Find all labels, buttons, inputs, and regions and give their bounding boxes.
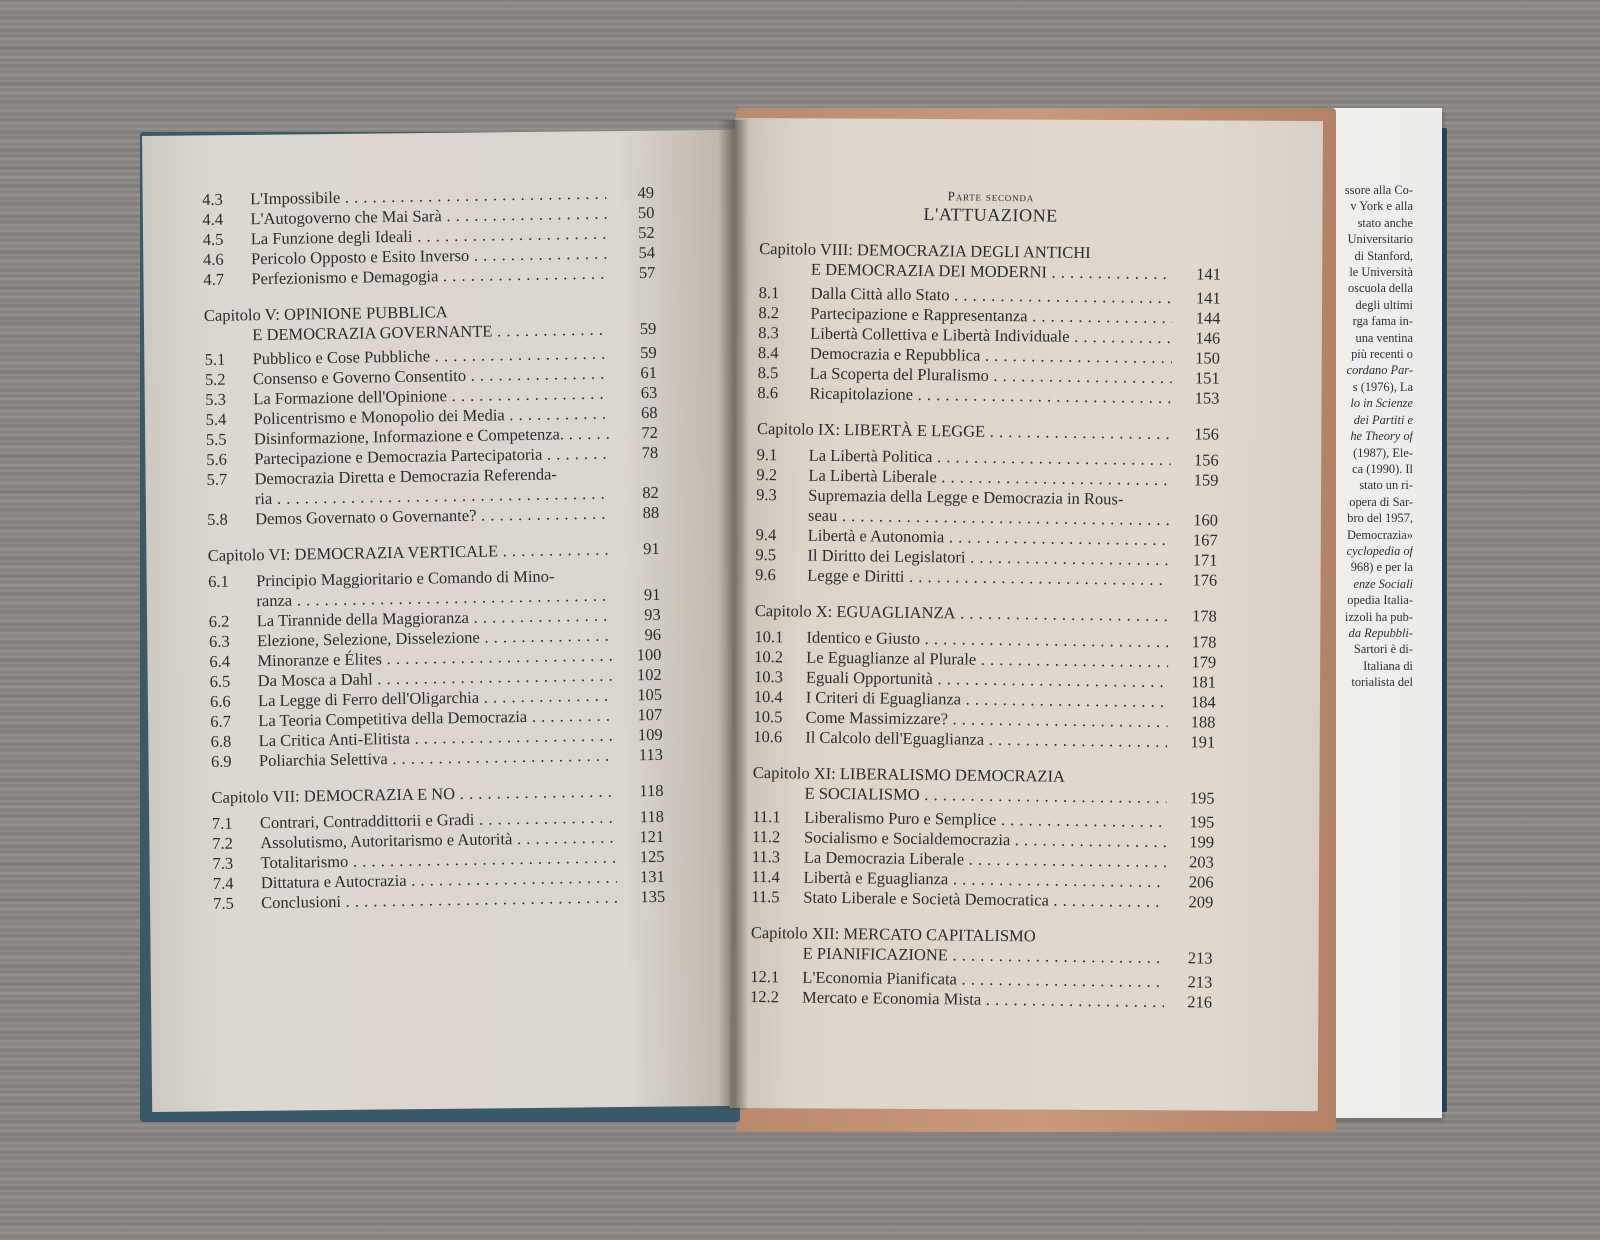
entry-number: 4.7	[203, 269, 225, 289]
entry-page: 78	[641, 442, 659, 463]
entry-title: La Tirannide della Maggioranza . . .	[257, 606, 613, 632]
entry-page: 216	[1187, 992, 1213, 1012]
flap-line: torialista del	[1351, 675, 1413, 690]
entry-number: 9.5	[755, 544, 777, 565]
entry-title: La Libertà Liberale . . .	[808, 466, 1170, 490]
entry-number: 6.8	[210, 731, 232, 751]
entry-number: 10.4	[753, 686, 783, 707]
entry-page: 203	[1188, 852, 1214, 872]
flap-line: enze Sociali	[1353, 576, 1413, 591]
chapter-subtitle: E SOCIALISMO . . .	[804, 784, 1166, 808]
entry-page: 82	[642, 482, 659, 503]
entry-number: 9.6	[755, 564, 776, 585]
entry-title: Consenso e Governo Consentito . . .	[253, 364, 609, 390]
entry-title: Libertà e Eguaglianza . . .	[803, 868, 1165, 892]
entry-title: Eguali Opportunità . . .	[806, 668, 1168, 692]
entry-number: 10.5	[753, 706, 783, 727]
entry-title: Ricapitolazione . . .	[809, 384, 1171, 408]
chapter-subtitle: E PIANIFICAZIONE . . .	[803, 944, 1165, 968]
toc-right	[750, 186, 1222, 1013]
entry-number: 6.1	[208, 571, 229, 591]
entry-title: Come Massimizzare? . . .	[805, 708, 1167, 732]
entry-page: 153	[1194, 388, 1220, 408]
chapter-subtitle: E DEMOCRAZIA GOVERNANTE . . .	[252, 320, 608, 346]
entry-number: 8.6	[757, 382, 779, 403]
entry-number: 11.1	[752, 806, 781, 827]
entry-title: Liberalismo Puro e Semplice . . .	[804, 808, 1166, 832]
entry-number: 6.9	[210, 751, 232, 771]
part-title: L'ATTUAZIONE	[923, 203, 1058, 226]
entry-number: 11.5	[751, 886, 780, 907]
entry-number: 11.3	[751, 846, 781, 867]
flap-line: opedia Italia-	[1347, 593, 1413, 608]
book-gutter	[718, 120, 748, 1110]
flap-line: ca (1990). Il	[1352, 461, 1413, 476]
entry-page: 50	[637, 202, 655, 223]
entry-page: 206	[1188, 872, 1214, 892]
chapter-page: 59	[639, 318, 657, 339]
flap-line: Democrazia»	[1346, 527, 1413, 542]
entry-title: I Criteri di Eguaglianza . . .	[806, 688, 1168, 712]
entry-number: 6.3	[208, 631, 230, 651]
flap-line: stato anche	[1357, 215, 1413, 230]
toc-entry	[755, 565, 1217, 591]
entry-title: L'Economia Pianificata . . .	[802, 968, 1164, 992]
entry-number: 7.2	[212, 833, 234, 853]
chapter-page: 91	[643, 538, 660, 559]
entry-title: Partecipazione e Rappresentanza . . .	[810, 304, 1172, 328]
entry-title: La Scoperta del Pluralismo . . .	[810, 364, 1172, 388]
entry-number: 8.1	[758, 282, 780, 303]
flap-line: s (1976), La	[1352, 379, 1413, 394]
chapter-title: Capitolo X: EGUAGLIANZA . . .	[755, 601, 1169, 626]
entry-page: 159	[1193, 470, 1219, 490]
entry-number: 8.5	[757, 362, 779, 383]
entry-title-continued: ranza . . .	[256, 586, 612, 612]
flap-line: ssore alla Co-	[1344, 183, 1413, 197]
entry-page: 195	[1189, 812, 1215, 832]
entry-number: 10.3	[753, 666, 783, 687]
entry-page: 96	[644, 624, 662, 645]
entry-title: Supremazia della Legge e Democrazia in Rous-	[808, 485, 1124, 509]
entry-page: 125	[639, 846, 665, 867]
entry-page: 59	[639, 342, 657, 363]
entry-title: Libertà Collettiva e Libertà Individuale . . .	[810, 324, 1172, 348]
flap-line: lo in Scienze	[1350, 396, 1413, 411]
entry-title: Identico e Giusto . . .	[806, 628, 1168, 652]
entry-title: Principio Maggioritario e Comando di Mino-	[255, 566, 555, 591]
entry-number: 8.4	[757, 342, 779, 363]
chapter-page: 118	[639, 780, 664, 801]
entry-title: Demos Governato o Governante? . . .	[255, 504, 611, 530]
flap-line: Sartori è di-	[1353, 642, 1413, 657]
entry-number: 5.1	[204, 349, 226, 369]
entry-number: 5.7	[206, 469, 228, 489]
entry-title: Perfezionismo e Demagogia . . .	[251, 264, 607, 290]
entry-title: Il Diritto dei Legislatori . . .	[807, 546, 1169, 570]
entry-page: 188	[1190, 712, 1216, 732]
entry-number: 4.3	[202, 189, 223, 209]
toc-right-list	[750, 239, 1221, 1013]
flap-line: più recenti o	[1351, 347, 1413, 362]
toc-left	[202, 183, 665, 914]
entry-title-continued: seau . . .	[808, 506, 1170, 530]
entry-page: 61	[640, 362, 658, 383]
entry-page: 191	[1190, 732, 1216, 752]
entry-page: 171	[1192, 550, 1218, 570]
entry-title: L'Impossibile . . .	[250, 184, 606, 210]
entry-title: La Teoria Competitiva della Democrazia . . .	[258, 706, 614, 732]
flap-line: he Theory of	[1350, 429, 1413, 444]
entry-page: 141	[1195, 288, 1221, 308]
entry-page: 68	[640, 402, 658, 423]
entry-title: Democrazia Diretta e Democrazia Referenda-	[254, 464, 557, 489]
entry-title: La Funzione degli Ideali . . .	[251, 224, 607, 250]
entry-number: 8.2	[758, 302, 780, 323]
flap-line: opera di Sar-	[1349, 494, 1413, 509]
entry-page: 135	[640, 886, 666, 907]
entry-page: 57	[638, 262, 656, 283]
flap-line: 968) e per la	[1350, 560, 1413, 575]
entry-page: 91	[643, 584, 661, 605]
chapter-subtitle: E DEMOCRAZIA DEI MODERNI . . .	[811, 260, 1173, 284]
entry-page: 181	[1191, 672, 1217, 692]
entry-page: 100	[636, 644, 662, 665]
entry-page: 176	[1192, 570, 1218, 590]
entry-title: Minoranze e Élites . . .	[257, 646, 613, 672]
entry-page: 178	[1191, 632, 1217, 652]
entry-title: Dittatura e Autocrazia . . .	[261, 868, 617, 894]
entry-number: 6.5	[209, 671, 231, 691]
entry-page: 167	[1192, 530, 1218, 550]
entry-number: 5.5	[205, 429, 227, 449]
chapter-page: 195	[1189, 788, 1215, 808]
toc-entry	[757, 383, 1219, 409]
entry-number: 5.6	[206, 449, 228, 469]
flap-line: di Stanford,	[1354, 248, 1413, 263]
flap-line: Italiana di	[1363, 658, 1413, 673]
entry-number: 4.4	[202, 209, 224, 229]
flap-line: cyclopedia of	[1346, 543, 1413, 558]
entry-page: 144	[1195, 308, 1221, 328]
flap-line: da Repubbli-	[1348, 625, 1413, 640]
entry-page: 107	[637, 704, 663, 725]
entry-title: La Democrazia Liberale . . .	[804, 848, 1166, 872]
entry-number: 10.6	[753, 726, 783, 747]
entry-title: Totalitarismo . . .	[260, 848, 616, 874]
entry-number: 5.4	[205, 409, 227, 429]
entry-number: 5.2	[204, 369, 226, 389]
entry-page: 52	[638, 222, 655, 243]
entry-page: 63	[640, 382, 658, 403]
entry-number: 6.7	[210, 711, 232, 731]
entry-page: 156	[1193, 450, 1219, 470]
entry-page: 109	[637, 724, 663, 745]
entry-title: Le Eguaglianze al Plurale . . .	[806, 648, 1168, 672]
entry-number: 4.5	[202, 229, 224, 249]
entry-title: Socialismo e Socialdemocrazia . . .	[804, 828, 1166, 852]
flap-line: degli ultimi	[1355, 297, 1413, 312]
entry-page: 179	[1191, 652, 1217, 672]
entry-page: 118	[639, 806, 665, 827]
entry-title: Il Calcolo dell'Eguaglianza . . .	[805, 728, 1167, 752]
entry-title: Policentrismo e Monopolio dei Media . . .	[253, 404, 609, 430]
entry-page: 105	[637, 684, 663, 705]
part-label: Parte seconda	[947, 188, 1035, 205]
entry-title: La Critica Anti-Elitista . . .	[259, 726, 615, 752]
chapter-title: Capitolo XII: MERCATO CAPITALISMO	[750, 922, 1036, 946]
entry-number: 4.6	[202, 249, 224, 269]
entry-page: 199	[1189, 832, 1215, 852]
flap-line: bro del 1957,	[1347, 511, 1413, 526]
chapter-page: 178	[1191, 606, 1217, 626]
entry-number: 5.8	[207, 509, 228, 529]
entry-title: Stato Liberale e Società Democratica . . .	[803, 888, 1165, 912]
chapter-page: 141	[1196, 264, 1222, 284]
chapter-title: Capitolo V: OPINIONE PUBBLICA	[203, 302, 448, 325]
flap-line: rga fama in-	[1352, 314, 1413, 329]
chapter-title: Capitolo VIII: DEMOCRAZIA DEGLI ANTICHI	[759, 238, 1091, 263]
flap-line: una ventina	[1355, 330, 1413, 345]
entry-title: Dalla Città allo Stato . . .	[811, 284, 1173, 308]
entry-page: 121	[639, 826, 665, 847]
entry-number: 5.3	[205, 389, 227, 409]
entry-number: 9.2	[756, 464, 778, 485]
entry-title: L'Autogoverno che Mai Sarà . . .	[250, 204, 606, 230]
entry-title: Disinformazione, Informazione e Competenza. . . .	[254, 424, 610, 450]
entry-title-continued: ria . . .	[255, 484, 611, 510]
toc-entry	[753, 727, 1215, 753]
chapter-title: Capitolo IX: LIBERTÀ E LEGGE . . .	[757, 419, 1171, 444]
entry-number: 9.4	[755, 524, 777, 545]
entry-page: 160	[1193, 510, 1219, 530]
entry-title: Da Mosca a Dahl . . .	[258, 666, 614, 692]
entry-number: 10.2	[754, 646, 784, 667]
entry-title: Pericolo Opposto e Esito Inverso . . .	[251, 244, 607, 270]
entry-number: 6.2	[208, 611, 230, 631]
entry-number: 11.2	[751, 826, 781, 847]
entry-number: 8.3	[758, 322, 779, 343]
entry-number: 10.1	[754, 626, 784, 647]
toc-entry	[751, 887, 1213, 913]
entry-title: Poliarchia Selettiva . . .	[259, 746, 615, 772]
entry-number: 9.3	[756, 484, 777, 505]
entry-title: Legge e Diritti . . .	[807, 566, 1169, 590]
entry-number: 6.6	[209, 691, 231, 711]
entry-title: Pubblico e Cose Pubbliche . . .	[253, 344, 609, 370]
entry-number: 12.1	[750, 966, 780, 987]
flap-line: izzoli ha pub-	[1344, 609, 1413, 624]
entry-title: La Legge di Ferro dell'Oligarchia . . .	[258, 686, 614, 712]
entry-title: Elezione, Selezione, Disselezione . . .	[257, 626, 613, 652]
entry-number: 7.4	[212, 873, 234, 893]
entry-title: Conclusioni . . .	[261, 888, 617, 914]
entry-page: 209	[1188, 892, 1214, 912]
entry-title: Mercato e Economia Mista . . .	[802, 988, 1164, 1012]
entry-page: 151	[1194, 368, 1220, 388]
flap-line: oscuola della	[1347, 281, 1413, 296]
entry-page: 54	[638, 242, 656, 263]
entry-number: 7.3	[212, 853, 234, 873]
entry-page: 49	[637, 182, 655, 203]
entry-page: 102	[636, 664, 662, 685]
chapter-title: Capitolo VII: DEMOCRAZIA E NO . . .	[211, 782, 615, 808]
chapter-page: 213	[1187, 948, 1213, 968]
entry-number: 12.2	[749, 986, 780, 1007]
entry-page: 146	[1195, 328, 1221, 348]
flap-line: stato un ri-	[1359, 478, 1413, 493]
entry-title: La Libertà Politica . . .	[809, 446, 1171, 470]
entry-title: Assolutismo, Autoritarismo e Autorità . . .	[260, 828, 616, 854]
entry-title: Contrari, Contraddittorii e Gradi . . .	[260, 808, 616, 834]
entry-page: 213	[1187, 972, 1213, 992]
entry-page: 131	[639, 866, 665, 887]
flap-line: dei Partiti e	[1353, 412, 1413, 427]
entry-title: Libertà e Autonomia . . .	[808, 526, 1170, 550]
entry-page: 93	[644, 604, 661, 625]
entry-title: Partecipazione e Democrazia Partecipatoria . . .	[254, 444, 610, 470]
chapter-title: Capitolo VI: DEMOCRAZIA VERTICALE . . .	[208, 540, 612, 566]
flap-line: cordano Par-	[1346, 363, 1413, 378]
entry-title: La Formazione dell'Opinione . . .	[253, 384, 609, 410]
flap-line: le Università	[1349, 265, 1413, 280]
entry-number: 7.5	[213, 893, 234, 913]
entry-page: 88	[642, 502, 660, 523]
entry-page: 184	[1190, 692, 1216, 712]
entry-number: 7.1	[211, 813, 233, 833]
entry-number: 6.4	[209, 651, 231, 671]
flap-line: v York e alla	[1350, 199, 1413, 214]
entry-page: 113	[638, 744, 664, 765]
entry-page: 72	[641, 422, 659, 443]
entry-page: 150	[1195, 348, 1221, 368]
chapter-title: Capitolo XI: LIBERALISMO DEMOCRAZIA	[752, 762, 1066, 786]
chapter-page: 156	[1194, 424, 1220, 444]
flap-line: (1987), Ele-	[1353, 445, 1413, 460]
flap-line: Universitario	[1347, 232, 1413, 247]
entry-number: 9.1	[756, 444, 778, 465]
entry-number: 11.4	[751, 866, 780, 887]
entry-title: Democrazia e Repubblica . . .	[810, 344, 1172, 368]
